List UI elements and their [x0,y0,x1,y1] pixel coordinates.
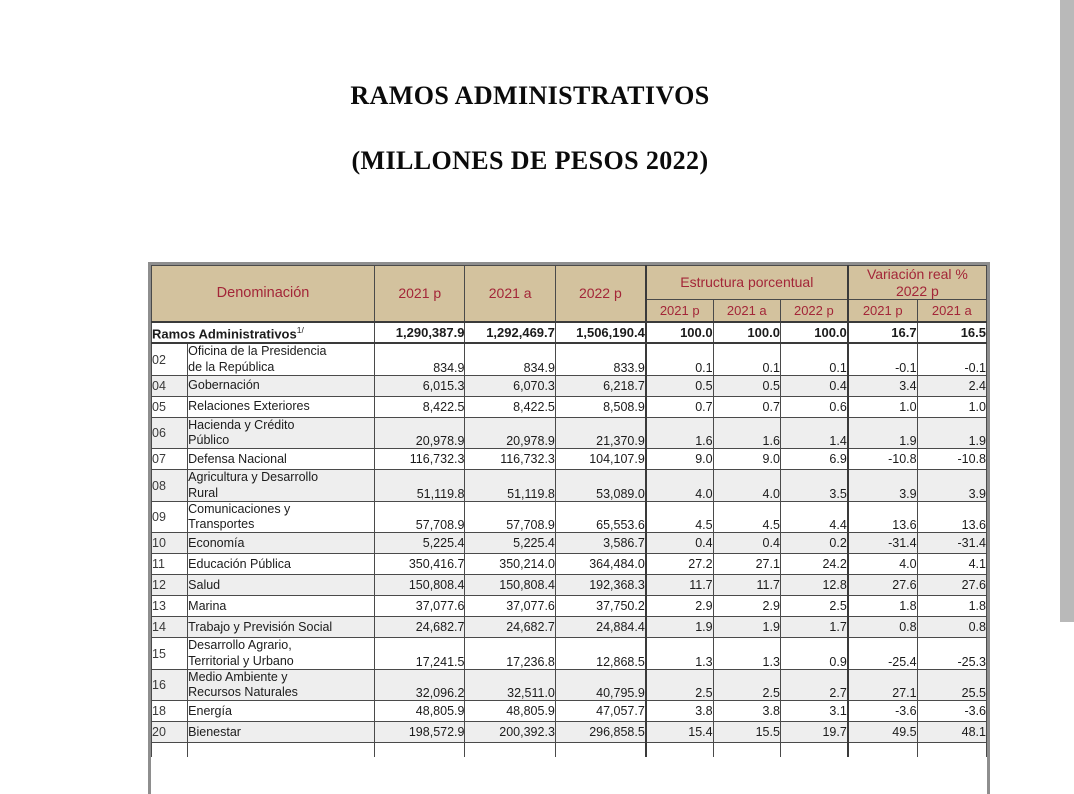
cell-r2021a: 0.8 [917,617,986,638]
cell-v2021p: 116,732.3 [375,449,465,470]
col-group-header-estructura-porcentual: Estructura porcentual [646,266,848,300]
cell-r2021p: -3.6 [848,701,917,722]
cell-e2022p: 12.8 [780,575,847,596]
cell-partial [188,743,375,758]
cell-v2021a: 834.9 [465,343,555,375]
col-header-denominacion: Denominación [152,266,375,323]
cell-e2021p: 27.2 [646,554,713,575]
cell-e2022p: 3.5 [780,470,847,502]
cell-partial [152,743,188,758]
cell-r2021p: 4.0 [848,554,917,575]
cell-v2021p: 57,708.9 [375,501,465,533]
cell-partial [713,743,780,758]
cell-r2021a: 3.9 [917,470,986,502]
row-name [188,554,375,575]
cell-r2021a: -10.8 [917,449,986,470]
cell-e2021p: 0.5 [646,375,713,396]
row-label-total: Ramos Administrativos$^{1/}$ [152,322,375,343]
table-row [152,701,987,722]
cell-e2021p: 1.3 [646,638,713,670]
title-line-primary: RAMOS ADMINISTRATIVOS [350,81,710,110]
table-row [152,533,987,554]
cell-e2021a: 0.7 [713,396,780,417]
row-name-line-1: Gobernación [188,378,260,393]
cell-e2021p: 4.5 [646,501,713,533]
row-name-line-1: Educación Pública [188,556,292,571]
row-name [188,722,375,743]
row-name [188,596,375,617]
row-name-line-1: Comunicaciones y [188,501,291,516]
cell-e2021a: 27.1 [713,554,780,575]
cell-v2021a: 8,422.5 [465,396,555,417]
cell-v2021p: 20,978.9 [375,417,465,449]
cell-e2021p: 9.0 [646,449,713,470]
row-code: 12 [152,575,188,596]
table-row [152,617,987,638]
row-name-line-2: Público [188,433,230,448]
cell-e2022p: 4.4 [780,501,847,533]
row-code: 05 [152,396,188,417]
row-name [188,501,375,533]
cell-r2021p: 13.6 [848,501,917,533]
row-name [188,617,375,638]
row-code: 07 [152,449,188,470]
cell-e2021a: 1.9 [713,617,780,638]
cell-v2022p: 12,868.5 [555,638,645,670]
cell-e2021a: 4.0 [713,470,780,502]
cell-v2021p: 24,682.7 [375,617,465,638]
cell-v2022p: 24,884.4 [555,617,645,638]
row-name [188,701,375,722]
row-name-line-1: Agricultura y Desarrollo [188,470,319,485]
cell-v2021a: 51,119.8 [465,470,555,502]
row-code: 20 [152,722,188,743]
row-name-line-1: Relaciones Exteriores [188,399,310,414]
row-name-line-1: Economía [188,535,245,550]
cell-r2021a: 25.5 [917,669,986,701]
table-row [152,343,987,375]
footnote-marker: 1/ [296,324,304,335]
cell-e2022p: 24.2 [780,554,847,575]
row-code: 02 [152,343,188,375]
cell-r2021p: -0.1 [848,343,917,375]
cell-e2022p: 0.2 [780,533,847,554]
table-row [152,396,987,417]
cell-v2022p: 53,089.0 [555,470,645,502]
cell-r2021a: 4.1 [917,554,986,575]
budget-table-clip [151,265,987,794]
cell-e2021a: 2.9 [713,596,780,617]
cell-v2021p: 350,416.7 [375,554,465,575]
cell-v2021a: 24,682.7 [465,617,555,638]
cell-total-r2021p: 16.7 [848,322,917,343]
table-body [152,322,987,757]
cell-e2022p: 6.9 [780,449,847,470]
table-row [152,554,987,575]
cell-r2021p: 27.6 [848,575,917,596]
row-name-line-1: Energía [188,703,232,718]
col-header-2021a: 2021 a [465,266,555,323]
cell-v2022p: 364,484.0 [555,554,645,575]
cell-r2021a: -25.3 [917,638,986,670]
subcol-header-variacion-2021a: 2021 a [917,300,986,323]
cell-total-v2021a: 1,292,469.7 [465,322,555,343]
cell-e2021p: 0.4 [646,533,713,554]
row-name-line-1: Marina [188,598,227,613]
table-row [152,470,987,502]
cell-v2021p: 5,225.4 [375,533,465,554]
cell-r2021a: 48.1 [917,722,986,743]
cell-partial [848,743,917,758]
row-name-line-1: Hacienda y Crédito [188,417,295,432]
cell-r2021a: 27.6 [917,575,986,596]
cell-v2021p: 834.9 [375,343,465,375]
row-name [188,396,375,417]
variacion-line-2: 2022 p [895,282,939,299]
cell-v2021p: 6,015.3 [375,375,465,396]
cell-r2021a: -31.4 [917,533,986,554]
cell-v2021a: 57,708.9 [465,501,555,533]
row-name [188,417,375,449]
cell-e2021a: 0.5 [713,375,780,396]
row-name-line-2: Transportes [188,517,255,532]
cell-e2021p: 11.7 [646,575,713,596]
cell-partial [646,743,713,758]
title-line-secondary: (MILLONES DE PESOS 2022) [351,146,709,176]
cell-r2021p: -25.4 [848,638,917,670]
cell-r2021a: -0.1 [917,343,986,375]
cell-e2022p: 2.5 [780,596,847,617]
cell-r2021p: 27.1 [848,669,917,701]
row-code: 09 [152,501,188,533]
cell-v2021p: 51,119.8 [375,470,465,502]
cell-v2021a: 17,236.8 [465,638,555,670]
cell-r2021a: -3.6 [917,701,986,722]
budget-table-frame [148,262,990,794]
cell-r2021a: 1.8 [917,596,986,617]
cell-total-e2022p: 100.0 [780,322,847,343]
table-row [152,638,987,670]
cell-e2021p: 1.6 [646,417,713,449]
cell-v2022p: 104,107.9 [555,449,645,470]
row-name-line-2: Recursos Naturales [188,685,298,700]
row-name-line-1: Medio Ambiente y [188,669,288,684]
cell-partial [780,743,847,758]
table-row-total [152,322,987,343]
cell-v2021a: 350,214.0 [465,554,555,575]
row-name-line-2: Rural [188,485,219,500]
cell-e2022p: 0.6 [780,396,847,417]
row-code: 16 [152,669,188,701]
table-row [152,501,987,533]
cell-v2022p: 37,750.2 [555,596,645,617]
cell-r2021a: 1.9 [917,417,986,449]
cell-v2021a: 48,805.9 [465,701,555,722]
cell-e2021p: 1.9 [646,617,713,638]
table-row [152,375,987,396]
cell-e2022p: 3.1 [780,701,847,722]
cell-e2021a: 0.4 [713,533,780,554]
cell-v2021a: 37,077.6 [465,596,555,617]
cell-partial [375,743,465,758]
cell-v2021a: 200,392.3 [465,722,555,743]
col-header-2022p: 2022 p [555,266,645,323]
row-code: 15 [152,638,188,670]
cell-e2021a: 2.5 [713,669,780,701]
subcol-header-estructura-2021p: 2021 p [646,300,713,323]
cell-r2021p: 3.9 [848,470,917,502]
cell-r2021p: 1.9 [848,417,917,449]
row-code: 18 [152,701,188,722]
cell-r2021p: 3.4 [848,375,917,396]
cell-v2021p: 32,096.2 [375,669,465,701]
row-name [188,470,375,502]
vertical-scrollbar-thumb[interactable] [1060,0,1074,622]
row-name [188,375,375,396]
col-header-2021p: 2021 p [375,266,465,323]
cell-v2021a: 116,732.3 [465,449,555,470]
col-group-header-variacion-real [848,266,987,300]
header-row-top [152,266,987,300]
cell-e2021a: 9.0 [713,449,780,470]
cell-e2022p: 0.9 [780,638,847,670]
cell-v2022p: 6,218.7 [555,375,645,396]
cell-v2022p: 833.9 [555,343,645,375]
cell-e2021p: 4.0 [646,470,713,502]
subcol-header-estructura-2021a: 2021 a [713,300,780,323]
cell-partial [555,743,645,758]
cell-r2021p: 49.5 [848,722,917,743]
cell-r2021p: -10.8 [848,449,917,470]
cell-e2022p: 1.4 [780,417,847,449]
budget-table [151,265,987,757]
cell-e2022p: 19.7 [780,722,847,743]
cell-e2021a: 11.7 [713,575,780,596]
row-name [188,638,375,670]
cell-total-e2021p: 100.0 [646,322,713,343]
cell-e2021p: 2.9 [646,596,713,617]
cell-v2021p: 198,572.9 [375,722,465,743]
cell-e2021a: 0.1 [713,343,780,375]
row-name [188,669,375,701]
row-name-line-1: Trabajo y Previsión Social [188,619,333,634]
row-name-line-1: Salud [188,577,221,592]
row-name [188,449,375,470]
cell-v2022p: 296,858.5 [555,722,645,743]
subcol-header-estructura-2022p: 2022 p [780,300,847,323]
cell-e2022p: 0.1 [780,343,847,375]
cell-e2021a: 15.5 [713,722,780,743]
cell-v2021p: 48,805.9 [375,701,465,722]
row-name [188,343,375,375]
cell-v2021a: 150,808.4 [465,575,555,596]
cell-v2021a: 20,978.9 [465,417,555,449]
cell-v2022p: 3,586.7 [555,533,645,554]
cell-e2021a: 4.5 [713,501,780,533]
cell-total-v2021p: 1,290,387.9 [375,322,465,343]
table-row [152,722,987,743]
cell-e2022p: 2.7 [780,669,847,701]
cell-r2021p: 0.8 [848,617,917,638]
cell-total-r2021a: 16.5 [917,322,986,343]
cell-partial [465,743,555,758]
cell-r2021a: 1.0 [917,396,986,417]
row-code: 08 [152,470,188,502]
row-name-line-2: Territorial y Urbano [188,653,294,668]
cell-e2022p: 1.7 [780,617,847,638]
cell-v2022p: 65,553.6 [555,501,645,533]
table-row [152,575,987,596]
table-row [152,669,987,701]
table-row [152,449,987,470]
row-name-line-1: Bienestar [188,724,241,739]
row-code: 11 [152,554,188,575]
row-name-line-1: Oficina de la Presidencia [188,344,327,359]
cell-e2021p: 0.7 [646,396,713,417]
page-title [0,82,1060,175]
cell-v2021a: 5,225.4 [465,533,555,554]
row-name [188,575,375,596]
cell-v2022p: 21,370.9 [555,417,645,449]
cell-e2021p: 15.4 [646,722,713,743]
row-name-line-1: Desarrollo Agrario, [188,638,292,653]
cell-v2021p: 150,808.4 [375,575,465,596]
cell-e2021p: 0.1 [646,343,713,375]
row-name-line-2: de la República [188,359,275,374]
row-code: 14 [152,617,188,638]
cell-total-e2021a: 100.0 [713,322,780,343]
cell-v2022p: 40,795.9 [555,669,645,701]
cell-r2021a: 2.4 [917,375,986,396]
variacion-line-1: Variación real % [866,266,968,282]
vertical-scrollbar-track[interactable] [1060,0,1074,794]
cell-v2021a: 32,511.0 [465,669,555,701]
cell-e2021a: 1.6 [713,417,780,449]
subcol-header-variacion-2021p: 2021 p [848,300,917,323]
cell-e2021p: 2.5 [646,669,713,701]
cell-v2021a: 6,070.3 [465,375,555,396]
cell-r2021a: 13.6 [917,501,986,533]
cell-v2022p: 47,057.7 [555,701,645,722]
cell-v2022p: 192,368.3 [555,575,645,596]
cell-v2021p: 37,077.6 [375,596,465,617]
row-name-line-1: Defensa Nacional [188,451,287,466]
row-code: 10 [152,533,188,554]
table-row-partial [152,743,987,758]
table-header [152,266,987,323]
cell-v2021p: 8,422.5 [375,396,465,417]
row-code: 04 [152,375,188,396]
cell-r2021p: 1.8 [848,596,917,617]
table-row [152,596,987,617]
row-code: 06 [152,417,188,449]
cell-e2022p: 0.4 [780,375,847,396]
table-row [152,417,987,449]
cell-v2022p: 8,508.9 [555,396,645,417]
cell-e2021a: 1.3 [713,638,780,670]
cell-r2021p: -31.4 [848,533,917,554]
row-name [188,533,375,554]
cell-e2021p: 3.8 [646,701,713,722]
cell-e2021a: 3.8 [713,701,780,722]
cell-v2021p: 17,241.5 [375,638,465,670]
cell-total-v2022p: 1,506,190.4 [555,322,645,343]
row-code: 13 [152,596,188,617]
cell-r2021p: 1.0 [848,396,917,417]
cell-partial [917,743,986,758]
